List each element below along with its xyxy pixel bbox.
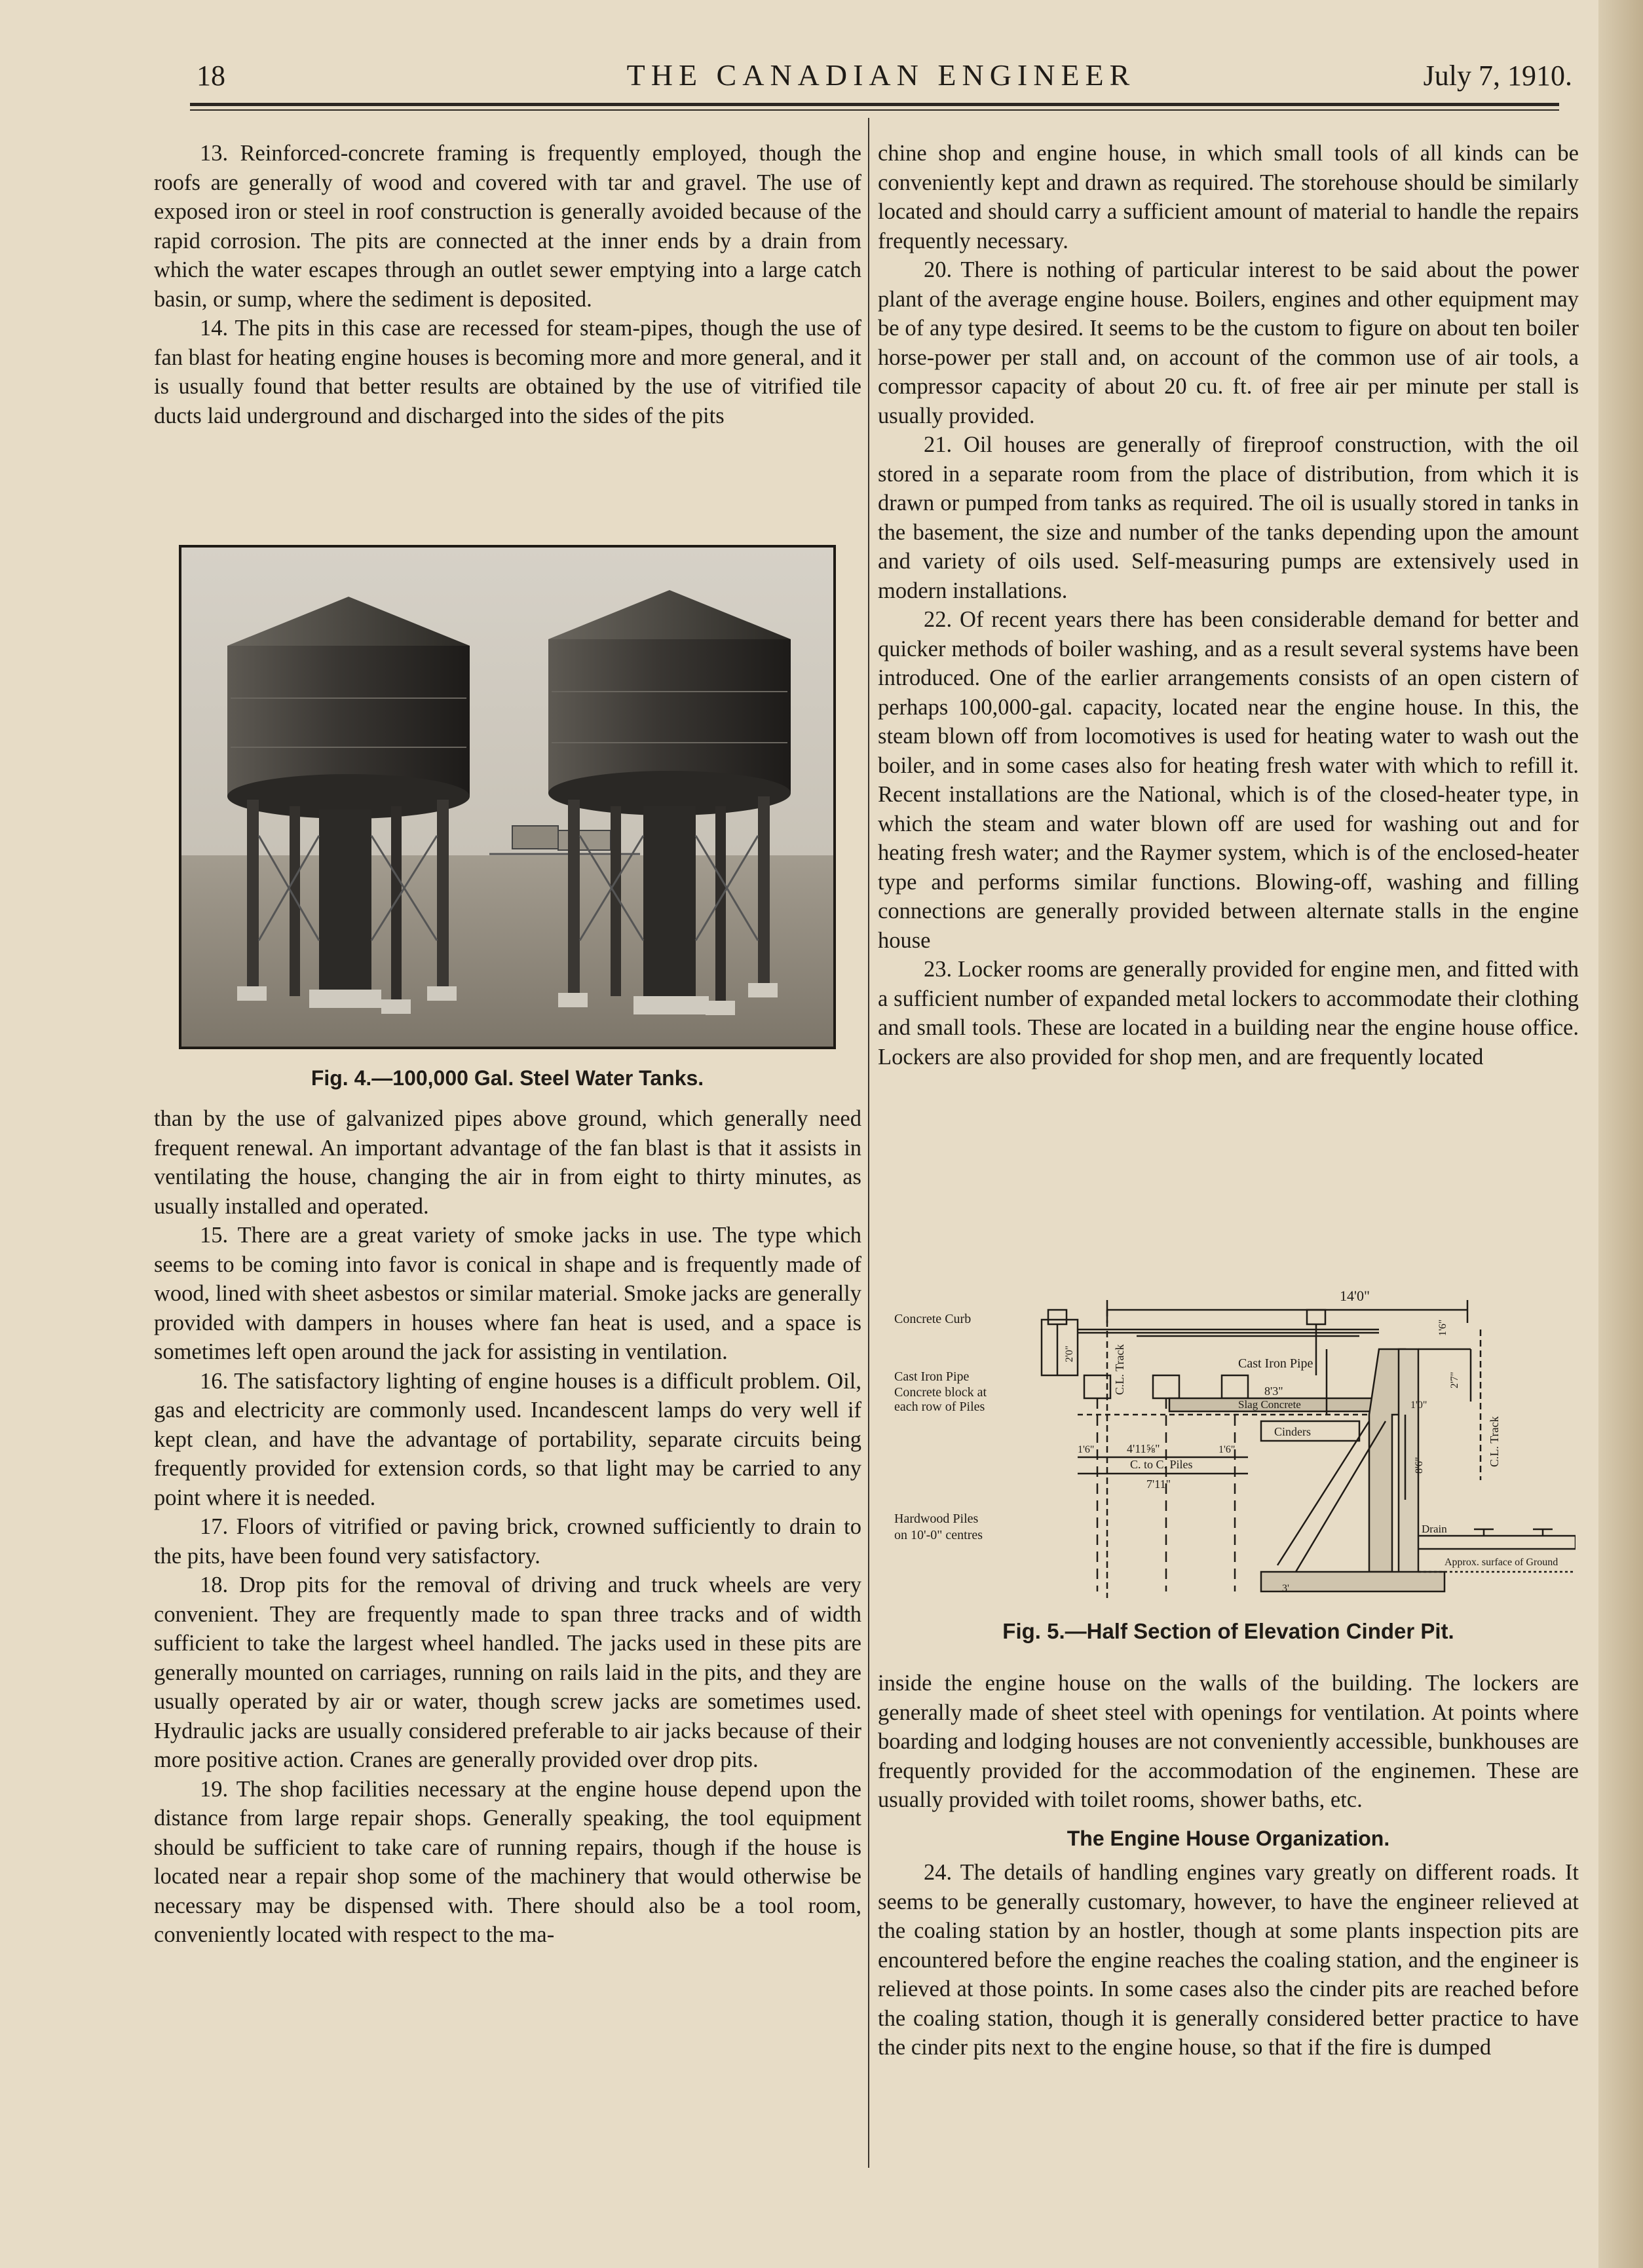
- paragraph-18: 18. Drop pits for the removal of driving and truck wheels are very convenient. They are frequently made to span three tracks and of width sufficient to take the largest wheel handled. The jacks used in these pits are generally mounted on carriages, running on rails laid in the pits, and they are usually operated by air or water, though screw jacks are sometimes used. Hydraulic jacks are usually considered preferable to air jacks because of their more positive action. Cranes are generally provided over drop pits.: [154, 1572, 861, 1772]
- paragraph-19: 19. The shop facilities necessary at the engine house depend upon the distance from large repair shops. Generally speaking, the tool equipment should be sufficient to take care of running repairs, though if the house is located near a repair shop some of the machinery that would otherwise be necessary may be dispensed with. There should also be a tool room, conveniently located with respect to the ma-: [154, 1776, 861, 1947]
- right-column-bottom: [878, 1669, 1579, 2062]
- label-cl-track-right: C.L. Track: [1488, 1416, 1501, 1467]
- label-approx-ground: Approx. surface of Ground: [1445, 1557, 1558, 1568]
- paragraph-13: 13. Reinforced-concrete framing is frequently employed, though the roofs are generally of wood and covered with tar and gravel. The use of exposed iron or steel in roof construction is generally avoided because of the rapid corrosion. The pits are connected at the inner ends by a drain from which the water escapes through an outlet sewer emptying into a large catch basin, or sump, where the sediment is deposited.: [154, 141, 861, 312]
- right-column-top: [878, 139, 1579, 1071]
- paragraph-22: 22. Of recent years there has been considerable demand for better and quicker methods of boiler washing, and as a result several systems have been introduced. One of the earlier arrangements consists of an open cistern of perhaps 100,000-gal. capacity, located near the engine house. In this, the steam blown off from locomotives is used for heating water to wash out the boiler, and in some cases also for heating fresh water with which to refill it. Recent installations are the National, which is of the closed-heater type, in which the steam and water blown off are used for washing out and for heating fresh water; and the Raymer system, which is of the enclosed-heater type and performs similar functions. Blowing-off, washing and filling connections are generally provided between alternate stalls in the engine house: [878, 607, 1579, 953]
- figure-4-photo: [179, 545, 836, 1049]
- dim-8-3: 8'3": [1264, 1385, 1283, 1398]
- left-column-top: [154, 139, 861, 430]
- dim-7-11: 7'11": [1146, 1478, 1171, 1491]
- paragraph-14: 14. The pits in this case are recessed for steam-pipes, though the use of fan blast for heating engine houses is becoming more and more general, and it is usually found that better results are obtained by the use of vitrified tile ducts laid underground and discharged into the sides of the pits: [154, 316, 861, 428]
- dim-2-7: 2'7": [1449, 1371, 1460, 1388]
- dim-14-0: 14'0": [1340, 1288, 1370, 1304]
- label-cl-track-left: C.L. Track: [1113, 1344, 1126, 1395]
- label-cinders: Cinders: [1274, 1425, 1311, 1438]
- journal-title: THE CANADIAN ENGINEER: [626, 58, 1136, 92]
- label-slag-concrete: Slag Concrete: [1238, 1398, 1301, 1411]
- column-divider: [868, 118, 869, 2168]
- label-drain: Drain: [1422, 1523, 1447, 1535]
- dim-3: 3': [1282, 1583, 1289, 1594]
- paragraph-14-continued: than by the use of galvanized pipes above ground, which generally need frequent renewal. An important advantage of the fan blast is that it assists in ventilating the house, changing the air in from eight to thirty minutes, as usually installed and operated.: [154, 1106, 861, 1219]
- section-heading: The Engine House Organization.: [1067, 1826, 1390, 1850]
- header-rule-thin: [190, 109, 1559, 111]
- header-rule-thick: [190, 103, 1559, 106]
- paragraph-15: 15. There are a great variety of smoke jacks in use. The type which seems to be coming into favor is conical in shape and is frequently made of wood, lined with sheet asbestos or similar material. Smoke jacks are generally provided with dampers in houses where fan heat is used, and a space is sometimes left open around the jack for assisting in ventilation.: [154, 1223, 861, 1364]
- cinder-pit-section: [881, 1284, 1576, 1611]
- label-concrete-block-2: each row of Piles: [894, 1400, 985, 1414]
- label-hardwood-piles: Hardwood Piles: [894, 1512, 979, 1526]
- label-concrete-block: Concrete block at: [894, 1385, 987, 1400]
- paragraph-21: 21. Oil houses are generally of fireproof construction, with the oil stored in a separate room from the place of distribution, from which it is drawn or pumped from tanks as required. The oil is usually stored in tanks in the basement, the size and number of the tanks depending upon the amount and variety of oils used. Self-measuring pumps are extensively used in modern installations.: [878, 432, 1579, 603]
- page-edge-shadow: [1598, 0, 1643, 2268]
- figure-5-caption: Fig. 5.—Half Section of Elevation Cinder Pit.: [1002, 1619, 1454, 1643]
- left-column-bottom: [154, 1104, 861, 1950]
- page-header: [190, 52, 1572, 98]
- dim-1-6-c: 1'6": [1437, 1319, 1448, 1336]
- label-hardwood-piles-2: on 10'-0" centres: [894, 1528, 983, 1542]
- paragraph-17: 17. Floors of vitrified or paving brick, crowned sufficiently to drain to the pits, have been found very satisfactory.: [154, 1514, 861, 1569]
- paragraph-19-continued: chine shop and engine house, in which small tools of all kinds can be conveniently kept and drawn as required. The storehouse should be similarly located and should carry a sufficient amount of material to handle the repairs frequently necessary.: [878, 141, 1579, 253]
- label-concrete-curb: Concrete Curb: [894, 1312, 972, 1326]
- label-cast-iron-pipe-right: Cast Iron Pipe: [1238, 1356, 1313, 1371]
- dim-4-11: 4'11⅝": [1127, 1442, 1160, 1455]
- issue-date: July 7, 1910.: [1423, 60, 1572, 92]
- paragraph-23: 23. Locker rooms are generally provided for engine men, and fitted with a sufficient number of expanded metal lockers to accommodate their clothing and small tools. These are located in a building near the engine house office. Lockers are also provided for shop men, and are frequently located: [878, 957, 1579, 1069]
- page-number: 18: [197, 60, 225, 92]
- paragraph-23-continued: inside the engine house on the walls of the building. The lockers are generally made of sheet steel with openings for ventilation. At points where boarding and lodging houses are not conveniently accessible, bunkhouses are frequently provided for the accommodation of the enginemen. These are usually provided with toilet rooms, shower baths, etc.: [878, 1671, 1579, 1812]
- paragraph-16: 16. The satisfactory lighting of engine houses is a difficult problem. Oil, gas and electricity are commonly used. Incandescent lamps do very well if kept clean, and have the advantage of portability, separate circuits being frequently provided for extension cords, so that light may be carried to any point where it is needed.: [154, 1368, 861, 1510]
- dim-2-0: 2'0": [1064, 1345, 1075, 1362]
- water-tanks-illustration: [181, 548, 833, 1047]
- figure-4-caption: Fig. 4.—100,000 Gal. Steel Water Tanks.: [311, 1066, 704, 1090]
- paragraph-24: 24. The details of handling engines vary greatly on different roads. It seems to be generally customary, however, to have the engineer relieved at the coaling station by an hostler, though at some plants inspection pits are encountered before the engine reaches the coaling station, and the engineer is relieved at those points. In some cases also the cinder pits are reached before the coaling station, though it is generally considered better practice to have the cinder pits next to the engine house, so that if the fire is dumped: [878, 1860, 1579, 2060]
- dim-1-6-a: 1'6": [1078, 1444, 1095, 1455]
- dim-1-0: 1'0": [1410, 1400, 1427, 1411]
- dim-1-6-b: 1'6": [1218, 1444, 1236, 1455]
- label-cast-iron-pipe-left: Cast Iron Pipe: [894, 1369, 970, 1384]
- figure-5-drawing: [881, 1284, 1576, 1611]
- paragraph-20: 20. There is nothing of particular interest to be said about the power plant of the average engine house. Boilers, engines and other equipment may be of any type desired. It seems to be the custom to figure on about ten boiler horse-power per stall and, on account of the common use of air tools, a compressor capacity of about 20 cu. ft. of free air per minute per stall is usually provided.: [878, 257, 1579, 428]
- dim-8-6: 8'6": [1414, 1457, 1425, 1474]
- dim-c-to-c: C. to C. Piles: [1130, 1458, 1193, 1471]
